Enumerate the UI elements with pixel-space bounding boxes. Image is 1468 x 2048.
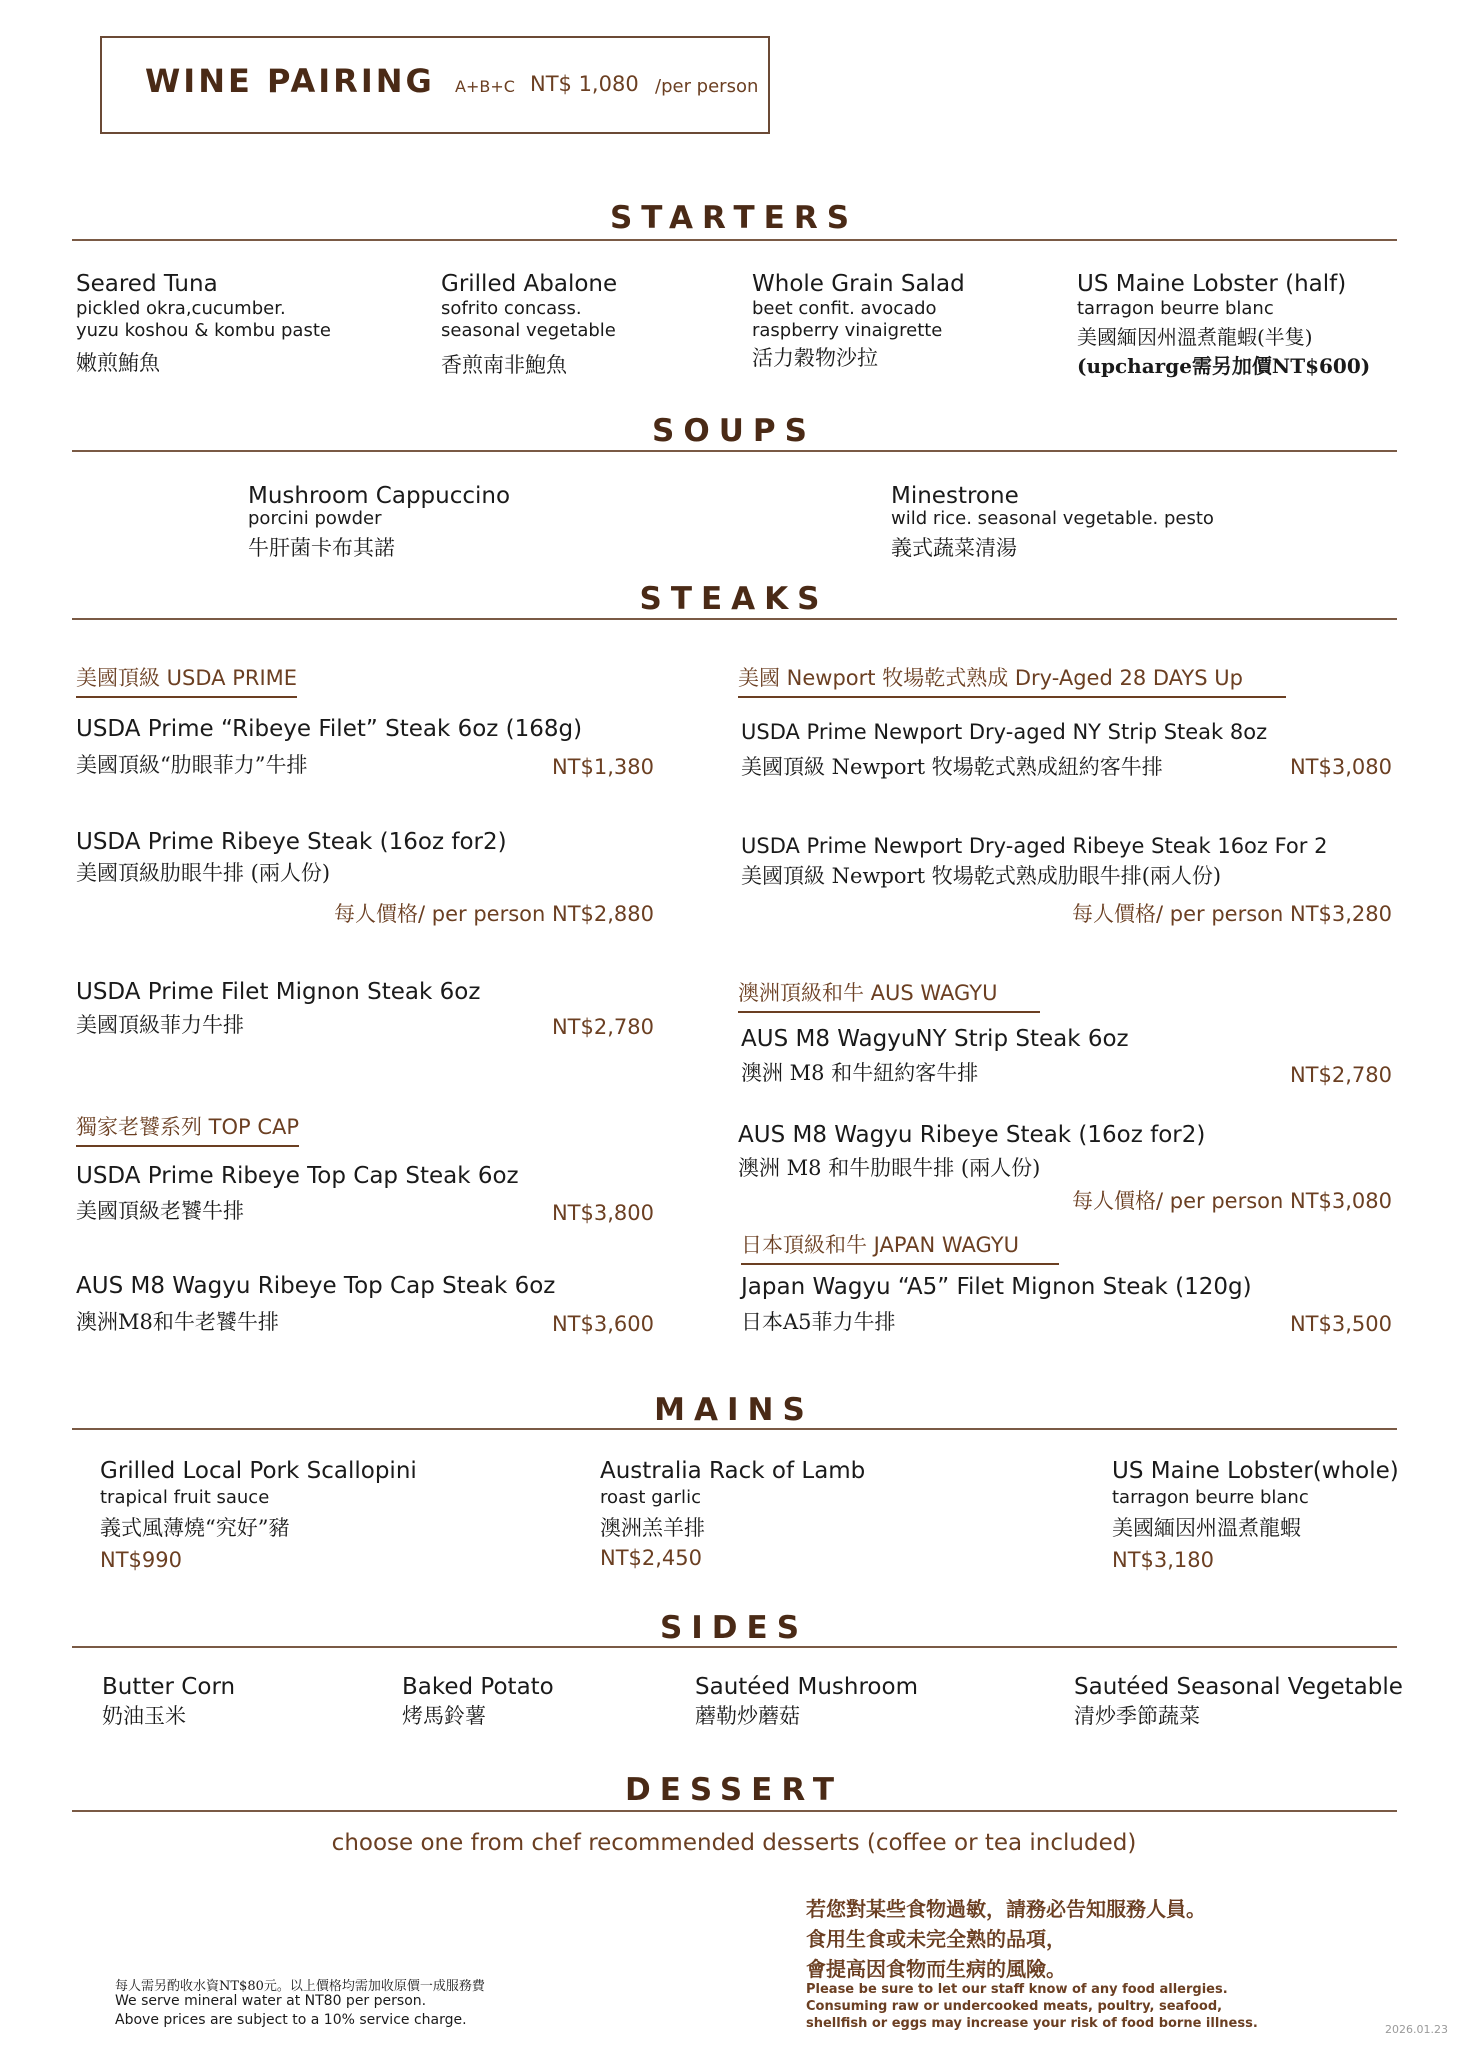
starter-chinese-name: 嫩煎鮪魚 xyxy=(76,351,160,375)
main-name: US Maine Lobster(whole) xyxy=(1112,1458,1399,1484)
starter-name: Grilled Abalone xyxy=(441,271,618,297)
section-divider xyxy=(72,1810,1397,1812)
side-chinese-name: 烤馬鈴薯 xyxy=(402,1704,486,1728)
main-desc: tarragon beurre blanc xyxy=(1112,1487,1309,1508)
section-divider xyxy=(72,1646,1397,1648)
soup-name: Minestrone xyxy=(891,483,1019,509)
wine-pairing-price: NT$ 1,080 xyxy=(530,72,639,96)
steak-chinese-name: 澳洲M8和牛老饕牛排 xyxy=(76,1310,279,1334)
main-price: NT$990 xyxy=(100,1548,182,1572)
steak-chinese-name: 美國頂級 Newport 牧場乾式熟成肋眼牛排(兩人份) xyxy=(741,864,1222,888)
side-chinese-name: 奶油玉米 xyxy=(102,1704,186,1728)
soup-name: Mushroom Cappuccino xyxy=(248,483,511,509)
section-divider xyxy=(72,239,1397,241)
steak-chinese-name: 澳洲 M8 和牛紐約客牛排 xyxy=(741,1061,979,1085)
starter-name: Seared Tuna xyxy=(76,271,218,297)
steak-chinese-name: 美國頂級“肋眼菲力”牛排 xyxy=(76,753,308,777)
print-date: 2026.01.23 xyxy=(1385,2023,1448,2036)
main-name: Grilled Local Pork Scallopini xyxy=(100,1458,417,1484)
steak-price: NT$3,800 xyxy=(551,1201,654,1225)
side-chinese-name: 蘑勒炒蘑菇 xyxy=(695,1704,800,1728)
category-aus-wagyu: 澳洲頂級和牛 AUS WAGYU xyxy=(738,977,1040,1013)
starter-name: US Maine Lobster (half) xyxy=(1077,271,1347,297)
steak-price: NT$3,080 xyxy=(1289,755,1392,779)
steak-chinese-name: 澳洲 M8 和牛肋眼牛排 (兩人份) xyxy=(738,1156,1041,1180)
steak-price: 每人價格/ per person NT$3,280 xyxy=(1072,902,1392,926)
steak-name: Japan Wagyu “A5” Filet Mignon Steak (120g) xyxy=(741,1274,1252,1300)
starter-desc: raspberry vinaigrette xyxy=(752,320,943,341)
allergy-warning-en: shellfish or eggs may increase your risk of food borne illness. xyxy=(806,2016,1258,2031)
main-desc: trapical fruit sauce xyxy=(100,1487,270,1508)
steak-name: USDA Prime Newport Dry-aged Ribeye Steak 16oz For 2 xyxy=(741,834,1328,858)
steak-chinese-name: 美國頂級菲力牛排 xyxy=(76,1013,244,1037)
steak-price: NT$1,380 xyxy=(551,755,654,779)
combo-label: A+B+C xyxy=(455,77,515,96)
starter-name: Whole Grain Salad xyxy=(752,271,965,297)
steak-chinese-name: 美國頂級肋眼牛排 (兩人份) xyxy=(76,861,331,885)
soup-desc: porcini powder xyxy=(248,508,382,529)
steak-name: USDA Prime Ribeye Top Cap Steak 6oz xyxy=(76,1163,519,1189)
steak-chinese-name: 日本A5菲力牛排 xyxy=(741,1310,896,1334)
steak-price: 每人價格/ per person NT$3,080 xyxy=(1072,1189,1392,1213)
steak-price: NT$2,780 xyxy=(551,1015,654,1039)
section-title-dessert: DESSERT xyxy=(625,1772,843,1808)
steak-name: USDA Prime Filet Mignon Steak 6oz xyxy=(76,979,481,1005)
main-chinese-name: 義式風薄燒“究好”豬 xyxy=(100,1516,290,1540)
category-newport-dry-aged: 美國 Newport 牧場乾式熟成 Dry-Aged 28 DAYS Up xyxy=(738,662,1286,698)
allergy-warning-zh: 若您對某些食物過敏，請務必告知服務人員。 xyxy=(806,1897,1206,1921)
main-desc: roast garlic xyxy=(600,1487,701,1508)
side-name: Butter Corn xyxy=(102,1674,236,1700)
section-title-starters: STARTERS xyxy=(609,200,859,236)
section-title-steaks: STEAKS xyxy=(639,581,829,617)
section-title-sides: SIDES xyxy=(659,1610,809,1646)
category-japan-wagyu: 日本頂級和牛 JAPAN WAGYU xyxy=(741,1229,1059,1265)
water-charge-note-en: We serve mineral water at NT80 per person. xyxy=(115,1993,427,2009)
side-chinese-name: 清炒季節蔬菜 xyxy=(1074,1704,1200,1728)
steak-name: USDA Prime Newport Dry-aged NY Strip Steak 8oz xyxy=(741,720,1268,744)
main-name: Australia Rack of Lamb xyxy=(600,1458,866,1484)
starter-chinese-name: 活力穀物沙拉 xyxy=(752,346,878,370)
steak-name: AUS M8 Wagyu Ribeye Top Cap Steak 6oz xyxy=(76,1273,556,1299)
wine-pairing-title: WINE PAIRING xyxy=(145,62,435,100)
side-name: Sautéed Seasonal Vegetable xyxy=(1074,1674,1403,1700)
steak-chinese-name: 美國頂級老饕牛排 xyxy=(76,1199,244,1223)
section-divider xyxy=(72,618,1397,620)
starter-desc: sofrito concass. xyxy=(441,298,582,319)
category-top-cap: 獨家老饕系列 TOP CAP xyxy=(76,1111,299,1147)
starter-desc: seasonal vegetable xyxy=(441,320,616,341)
dessert-description: choose one from chef recommended desserts (coffee or tea included) xyxy=(331,1830,1137,1856)
section-divider xyxy=(72,1428,1397,1430)
steak-name: AUS M8 Wagyu Ribeye Steak (16oz for2) xyxy=(738,1122,1206,1148)
category-usda-prime: 美國頂級 USDA PRIME xyxy=(76,662,297,698)
steak-price: NT$3,500 xyxy=(1289,1312,1392,1336)
steak-price: 每人價格/ per person NT$2,880 xyxy=(334,902,654,926)
per-person-label: /per person xyxy=(655,76,759,97)
starter-chinese-name: 香煎南非鮑魚 xyxy=(441,353,567,377)
soup-desc: wild rice. seasonal vegetable. pesto xyxy=(891,508,1214,529)
service-charge-note: Above prices are subject to a 10% service charge. xyxy=(115,2012,467,2028)
main-price: NT$2,450 xyxy=(600,1546,703,1570)
steak-chinese-name: 美國頂級 Newport 牧場乾式熟成紐約客牛排 xyxy=(741,755,1163,779)
side-name: Baked Potato xyxy=(402,1674,554,1700)
main-price: NT$3,180 xyxy=(1112,1548,1215,1572)
allergy-warning-en: Please be sure to let our staff know of any food allergies. xyxy=(806,1982,1228,1997)
upcharge-note: (upcharge需另加價NT$600) xyxy=(1077,354,1371,378)
water-charge-note-zh: 每人需另酌收水資NT$80元。以上價格均需加收原價一成服務費 xyxy=(115,1979,485,1994)
soup-chinese-name: 牛肝菌卡布其諾 xyxy=(248,536,395,560)
section-title-mains: MAINS xyxy=(654,1392,814,1428)
steak-name: USDA Prime “Ribeye Filet” Steak 6oz (168g) xyxy=(76,716,583,742)
starter-desc: beet confit. avocado xyxy=(752,298,937,319)
steak-price: NT$2,780 xyxy=(1289,1063,1392,1087)
main-chinese-name: 澳洲羔羊排 xyxy=(600,1516,705,1540)
section-title-soups: SOUPS xyxy=(652,413,816,449)
starter-desc: pickled okra,cucumber. xyxy=(76,298,286,319)
steak-price: NT$3,600 xyxy=(551,1312,654,1336)
allergy-warning-en: Consuming raw or undercooked meats, poultry, seafood, xyxy=(806,1999,1223,2014)
soup-chinese-name: 義式蔬菜清湯 xyxy=(891,536,1017,560)
starter-chinese-name: 美國緬因州溫煮龍蝦(半隻) xyxy=(1077,325,1313,349)
starter-desc: tarragon beurre blanc xyxy=(1077,298,1274,319)
allergy-warning-zh: 會提高因食物而生病的風險。 xyxy=(806,1957,1066,1981)
section-divider xyxy=(72,450,1397,452)
main-chinese-name: 美國緬因州溫煮龍蝦 xyxy=(1112,1516,1301,1540)
steak-name: AUS M8 WagyuNY Strip Steak 6oz xyxy=(741,1026,1129,1052)
side-name: Sautéed Mushroom xyxy=(695,1674,918,1700)
allergy-warning-zh: 食用生食或未完全熟的品項， xyxy=(806,1927,1066,1951)
starter-desc: yuzu koshou & kombu paste xyxy=(76,320,331,341)
steak-name: USDA Prime Ribeye Steak (16oz for2) xyxy=(76,829,507,855)
